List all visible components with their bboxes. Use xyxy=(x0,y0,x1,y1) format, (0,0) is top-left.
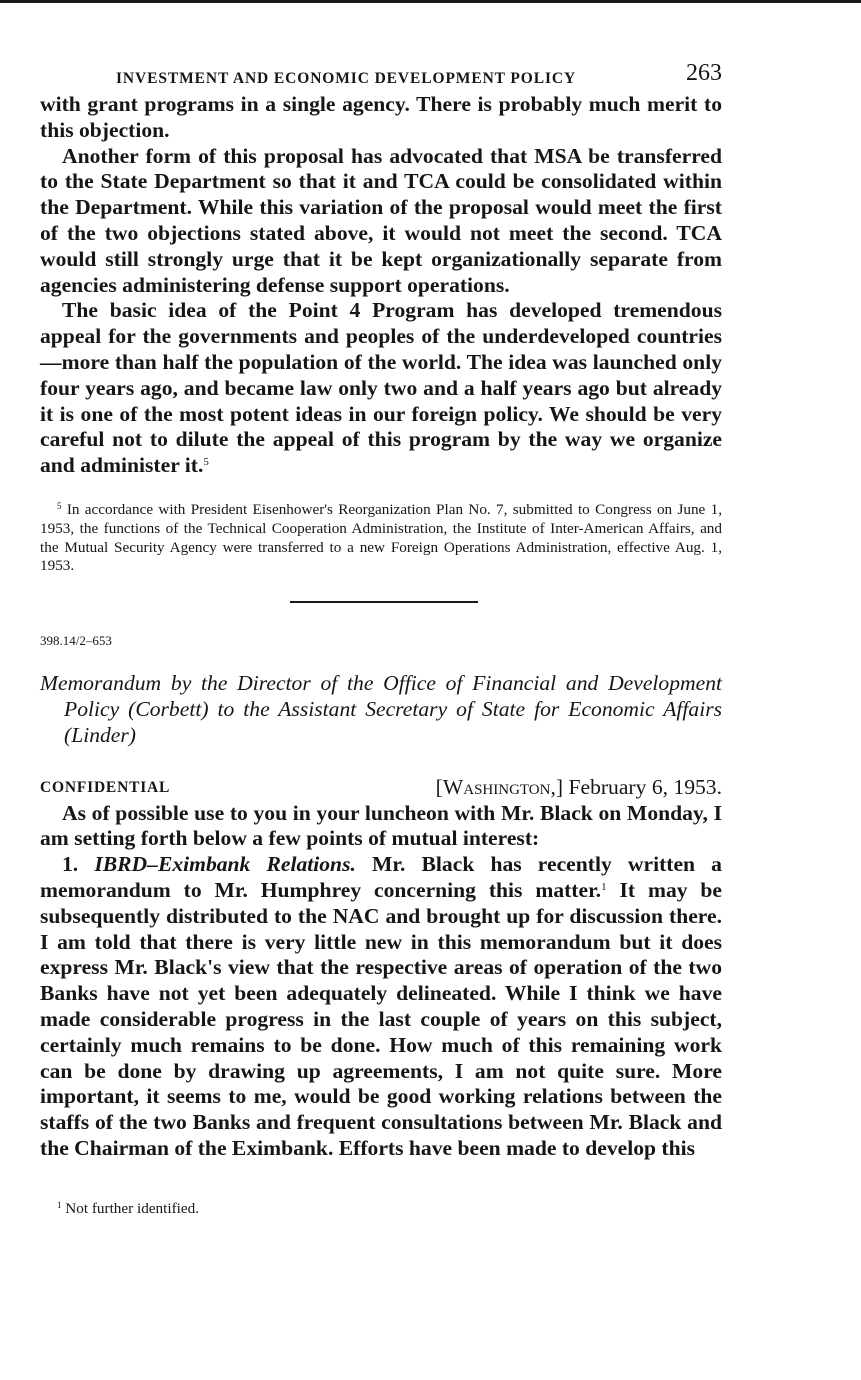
paragraph-point-4 xyxy=(40,298,722,479)
item-1-text-b: It may be subsequently distributed to the NAC and brought up for discussion there. I am told that there is very little new in this memorandum but it does express Mr. Black's view that the respective areas of operation of the two Banks have not yet been adequately delineated. While I think we have made considerable progress in the last couple of years on this subject, certainly much remains to be done. How much of this remaining work can be done by drawing up agreements, I am not quite sure. More important, it seems to me, would be good working relations between the staffs of the two Banks and frequent consultations between Mr. Black and the Chairman of the Eximbank. Efforts have been made to develop this xyxy=(40,877,723,1160)
book-page xyxy=(40,58,722,1218)
memo-intro: As of possible use to you in your luncheon with Mr. Black on Monday, I am setting forth below a few points of mutual interest: xyxy=(40,800,722,851)
paragraph-continued: with grant programs in a single agency. There is probably much merit to this objection. xyxy=(40,92,722,142)
top-border-rule xyxy=(0,0,861,3)
file-number: 398.14/2–653 xyxy=(40,633,112,649)
footnote-5 xyxy=(40,501,722,576)
running-head xyxy=(40,58,722,92)
item-1-number: 1. xyxy=(62,852,79,877)
dateline xyxy=(40,775,722,801)
item-1-text-a: Mr. Black has recently written a memorandum to Mr. Humphrey concerning this matter. xyxy=(40,852,722,902)
footnote-1-mark: 1 xyxy=(57,1199,62,1210)
place: Washington, xyxy=(442,774,556,799)
page-number: 263 xyxy=(686,60,722,86)
footnote-reference-1: 1 xyxy=(601,880,607,893)
running-title: INVESTMENT AND ECONOMIC DEVELOPMENT POLICY xyxy=(116,70,577,87)
footnote-5-mark: 5 xyxy=(57,500,62,511)
paragraph-msa-transfer: Another form of this proposal has advocated that MSA be transferred to the State Department so that it and TCA could be consolidated within the Department. While this variation of the proposal would meet the first of the two objections stated above, it would not meet the second. TCA would still strongly urge that it be kept organizationally separate from agencies administering defense support operations. xyxy=(40,143,722,297)
classification: CONFIDENTIAL xyxy=(40,778,171,796)
footnote-reference-5: 5 xyxy=(203,456,209,469)
date: February 6, 1953. xyxy=(568,774,722,799)
place-date: [Washington,] February 6, 1953. xyxy=(435,774,722,799)
footnote-1 xyxy=(40,1200,722,1219)
footnote-5-text: In accordance with President Eisenhower's Reorganization Plan No. 7, submitted to Congress on June 1, 1953, the functions of the Technical Cooperation Administration, the Institute of Inter-American Affairs, and the Mutual Security Agency were transferred to a new Foreign Operations Administration, effective Aug. 1, 1953. xyxy=(40,500,722,575)
footnote-1-text: Not further identified. xyxy=(65,1199,199,1217)
document-title: Memorandum by the Director of the Office of Financial and Development Policy (Corbett) to the Assistant Secretary of State for Economic Affairs (Linder) xyxy=(40,671,722,747)
paragraph-point-4-text: The basic idea of the Point 4 Program has developed tremendous appeal for the governments and peoples of the underdeveloped countries—more than half the population of the world. The idea was launched only four years ago, and became law only two and a half years ago but already it is one of the most potent ideas in our foreign policy. We should be very careful not to dilute the appeal of this program by the way we organize and administer it. xyxy=(40,298,722,478)
section-divider xyxy=(290,601,478,603)
item-1-heading: IBRD–Eximbank Relations. xyxy=(94,852,356,877)
memo-item-1 xyxy=(40,852,722,1162)
